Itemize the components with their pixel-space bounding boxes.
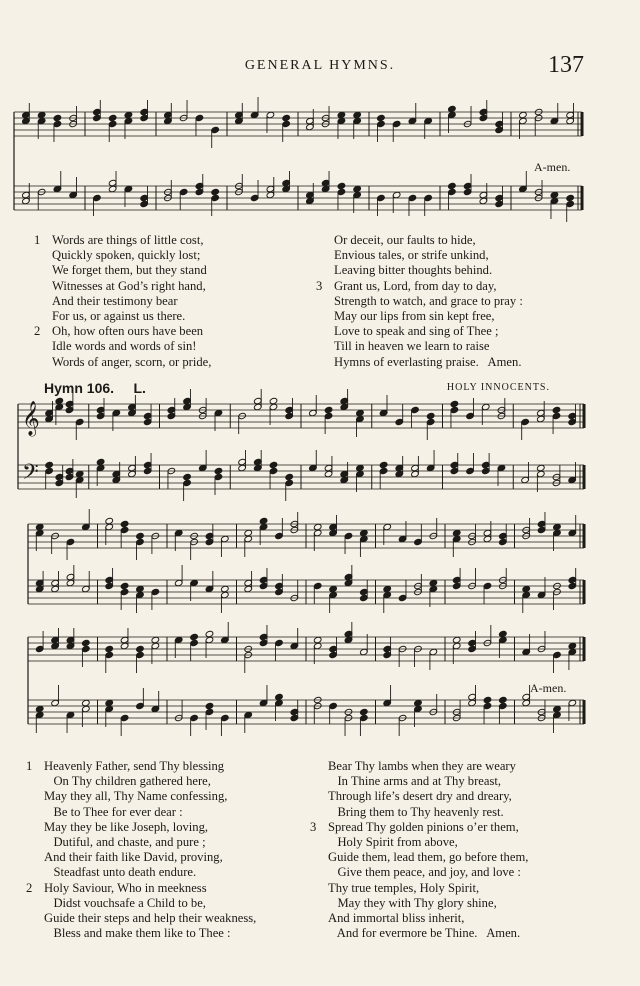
note-head [329, 585, 338, 592]
verse-text: And immortal bliss inherit, [328, 910, 465, 925]
verse-text: Bless and make them like to Thee : [44, 926, 231, 941]
note-head [275, 693, 284, 700]
note-head [483, 696, 492, 703]
note-head [282, 114, 291, 121]
note-head [353, 185, 362, 192]
verse-text: May they be like Joseph, loving, [44, 819, 209, 834]
verse-text: Words of anger, scorn, or pride, [52, 354, 212, 369]
note-head [82, 639, 91, 646]
verse-text: Or deceit, our faults to hide, [334, 233, 476, 247]
verse-line [26, 820, 256, 835]
verse-line [310, 865, 528, 880]
verse-text: Guide their steps and help their weakness, [44, 910, 257, 925]
verse-text: Love to speak and sing of Thee ; [334, 324, 499, 339]
verse-number: 1 [26, 759, 33, 773]
note-head [53, 114, 62, 121]
running-title: GENERAL HYMNS. [244, 58, 396, 73]
verse-text: Hymns of everlasting praise. Amen. [334, 354, 522, 369]
amen-label-top: A-men. [534, 160, 571, 174]
note-head [55, 397, 64, 404]
note-head [96, 458, 105, 465]
verse-text: Give them peace, and joy, and love : [328, 865, 521, 880]
note-head [566, 194, 575, 201]
verse-line [34, 294, 211, 309]
verses-top-left [34, 233, 211, 370]
note-head [353, 111, 362, 118]
verse-line [26, 850, 256, 865]
note-head [337, 111, 346, 118]
hymn-meter: L. [133, 380, 146, 396]
note-head [426, 412, 435, 419]
note-head [211, 188, 220, 195]
verse-text: Bear Thy lambs when they are weary [328, 759, 516, 773]
verse-text: Strength to watch, and grace to pray : [334, 293, 523, 308]
note-head [452, 636, 461, 643]
verse-text: Leaving bitter thoughts behind. [334, 263, 493, 278]
verse-line [26, 759, 256, 774]
verse-text: Spread Thy golden pinions o’er them, [328, 819, 519, 834]
note-head [221, 585, 230, 592]
note-head [360, 708, 369, 715]
verse-number: 1 [34, 233, 41, 247]
note-head [452, 529, 461, 536]
note-head [35, 523, 44, 530]
note-head [499, 630, 508, 637]
page-number: 137 [548, 52, 584, 78]
note-head [360, 529, 369, 536]
verses-106-right [310, 759, 528, 941]
verse-text: Till in heaven we learn to raise [334, 339, 490, 354]
note-head [151, 636, 160, 643]
verses-top-right [316, 233, 523, 370]
note-head [448, 182, 457, 189]
note-head [45, 461, 54, 468]
verse-line [316, 324, 523, 339]
verse-line [316, 339, 523, 354]
note-head [190, 633, 199, 640]
note-head [379, 461, 388, 468]
verse-text: Dutiful, and chaste, and pure ; [44, 834, 206, 849]
note-head [568, 642, 577, 649]
verses-106-left [26, 759, 256, 941]
verse-text: And for evermore be Thine. Amen. [328, 926, 521, 941]
verse-text: And their testimony bear [52, 293, 178, 308]
note-head [183, 473, 192, 480]
verse-text: Idle words and words of sin! [52, 339, 197, 354]
verse-line [316, 309, 523, 324]
amen-label-106: A-men. [530, 681, 567, 695]
verse-line [26, 865, 256, 880]
note-head [205, 702, 214, 709]
verse-line [26, 805, 256, 820]
verse-line [316, 263, 523, 278]
verse-line [26, 835, 256, 850]
note-head [550, 191, 559, 198]
note-head [136, 645, 145, 652]
verse-text: Words are things of little cost, [52, 233, 204, 247]
note-head [120, 520, 129, 527]
verse-line [34, 355, 211, 370]
verse-line [34, 263, 211, 278]
note-head [105, 699, 114, 706]
verse-text: Thy true temples, Holy Spirit, [328, 880, 480, 895]
verse-text: Holy Spirit from above, [328, 834, 458, 849]
bass-clef: 𝄢 [22, 460, 39, 490]
verse-number: 3 [316, 278, 323, 293]
verse-text: Heavenly Father, send Thy blessing [44, 759, 225, 773]
note-head [214, 467, 223, 474]
note-head [136, 585, 145, 592]
note-head [37, 111, 46, 118]
verse-line [26, 926, 256, 941]
verse-text: Envious tales, or strife unkind, [334, 248, 489, 263]
verse-line [26, 911, 256, 926]
note-head [414, 699, 423, 706]
verse-text: In Thine arms and at Thy breast, [328, 774, 502, 789]
verse-text: On Thy children gathered here, [44, 774, 211, 789]
note-head [383, 585, 392, 592]
note-head [105, 517, 114, 524]
verse-line [310, 774, 528, 789]
verse-text: Oh, how often ours have been [52, 324, 204, 339]
verse-line [26, 774, 256, 789]
verse-line [316, 248, 523, 263]
note-head [448, 105, 457, 112]
verse-text: For us, or against us there. [52, 308, 186, 323]
verse-text: Witnesses at God’s right hand, [52, 278, 206, 293]
verse-text: Bring them to Thy heavenly rest. [328, 804, 504, 819]
verse-line [310, 911, 528, 926]
verse-text: Quickly spoken, quickly lost; [52, 248, 201, 263]
verse-number: 2 [26, 880, 33, 895]
note-head [313, 636, 322, 643]
verse-number: 2 [34, 324, 41, 339]
note-head [124, 111, 133, 118]
note-head [269, 397, 278, 404]
verse-text: Be to Thee for ever dear : [44, 804, 183, 819]
note-head [553, 523, 562, 530]
verse-text: And their faith like David, proving, [44, 850, 223, 865]
verse-line [310, 820, 528, 835]
verse-line [34, 339, 211, 354]
verse-line [26, 896, 256, 911]
verse-line [310, 926, 528, 941]
note-head [522, 585, 531, 592]
note-head [519, 111, 528, 118]
verse-text: May they all, Thy Name confessing, [44, 789, 228, 804]
note-head [324, 406, 333, 413]
note-head [120, 582, 129, 589]
note-head [552, 406, 561, 413]
note-head [356, 464, 365, 471]
verse-text: May our lips from sin kept free, [334, 308, 495, 323]
note-head [105, 645, 114, 652]
note-head [259, 517, 268, 524]
note-head [285, 473, 294, 480]
note-head [313, 523, 322, 530]
verse-line [316, 233, 523, 248]
note-head [75, 470, 84, 477]
note-head [537, 464, 546, 471]
verse-line [310, 881, 528, 896]
hymn-number: Hymn 106. [44, 380, 115, 396]
note-head [450, 400, 459, 407]
note-head [269, 461, 278, 468]
verse-line [310, 835, 528, 850]
verse-text: Steadfast unto death endure. [44, 865, 197, 880]
note-head [82, 699, 91, 706]
verse-line [310, 759, 528, 774]
verse-line [34, 279, 211, 294]
note-head [35, 705, 44, 712]
verse-line [26, 881, 256, 896]
verse-text: Through life’s desert dry and dreary, [328, 789, 512, 804]
note-head [429, 579, 438, 586]
note-head [377, 114, 386, 121]
note-head [205, 630, 214, 637]
verse-line [34, 309, 211, 324]
note-head [337, 182, 346, 189]
hymn-heading [44, 380, 146, 396]
verse-line [316, 355, 523, 370]
note-head [136, 532, 145, 539]
verse-text: We forget them, but they stand [52, 263, 207, 278]
verse-text: Guide them, lead them, go before them, [328, 850, 529, 865]
verse-number: 3 [310, 819, 317, 834]
verse-line [34, 248, 211, 263]
note-head [499, 696, 508, 703]
note-head [108, 114, 117, 121]
verse-line [316, 294, 523, 309]
verse-line [310, 850, 528, 865]
verse-text: Grant us, Lord, from day to day, [334, 278, 497, 293]
tune-name: HOLY INNOCENTS. [446, 382, 550, 393]
note-head [356, 409, 365, 416]
verse-line [310, 789, 528, 804]
verse-line [34, 233, 211, 248]
verse-line [26, 789, 256, 804]
verse-line [310, 805, 528, 820]
verse-line [310, 896, 528, 911]
verse-text: Holy Saviour, Who in meekness [44, 880, 207, 895]
note-head [553, 705, 562, 712]
note-head [244, 529, 253, 536]
verse-line [34, 324, 211, 339]
treble-clef: 𝄞 [22, 401, 40, 436]
verse-text: Didst vouchsafe a Child to be, [44, 895, 206, 910]
verse-text: May they with Thy glory shine, [328, 895, 497, 910]
verse-line [316, 279, 523, 294]
